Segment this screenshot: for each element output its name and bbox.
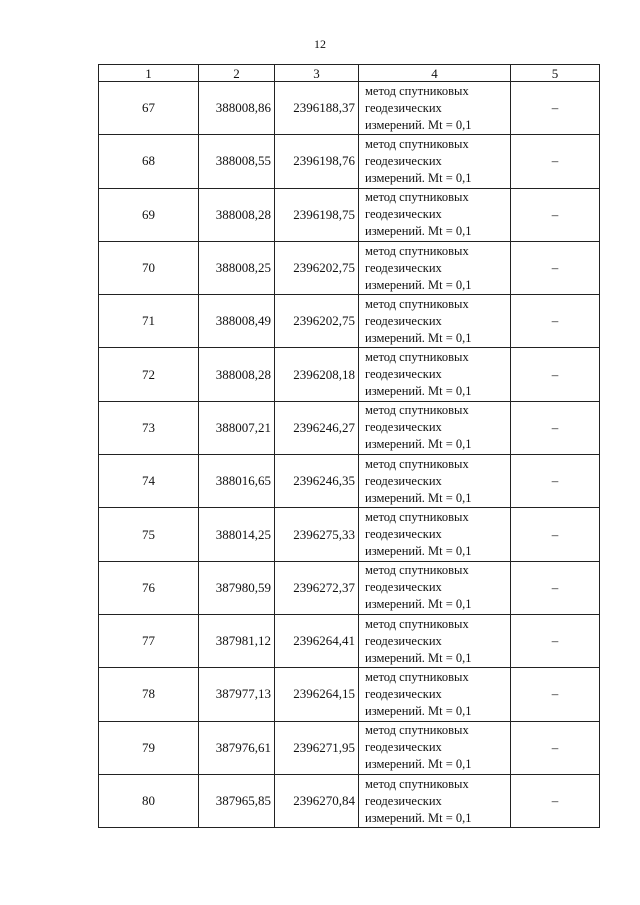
method-line-3: измерений. Mt = 0,1	[365, 170, 472, 185]
point-number-cell: 73	[99, 401, 199, 454]
header-col-2: 2	[199, 65, 275, 82]
header-col-4: 4	[359, 65, 511, 82]
x-coordinate-cell: 388016,65	[199, 455, 275, 508]
method-cell	[359, 188, 511, 241]
note-cell: –	[511, 295, 600, 348]
point-number-cell: 70	[99, 241, 199, 294]
x-coordinate-cell: 388007,21	[199, 401, 275, 454]
method-cell	[359, 508, 511, 561]
method-cell	[359, 721, 511, 774]
method-line-2: геодезических	[365, 580, 442, 595]
y-coordinate-cell: 2396202,75	[275, 295, 359, 348]
table-row	[99, 508, 600, 561]
method-line-1: метод спутниковых	[365, 616, 469, 631]
method-line-1: метод спутниковых	[365, 403, 469, 418]
x-coordinate-cell: 388008,86	[199, 82, 275, 135]
table-row	[99, 188, 600, 241]
method-cell	[359, 668, 511, 721]
method-line-2: геодезических	[365, 633, 442, 648]
x-coordinate-cell: 388008,49	[199, 295, 275, 348]
method-line-2: геодезических	[365, 153, 442, 168]
note-cell: –	[511, 668, 600, 721]
y-coordinate-cell: 2396264,41	[275, 614, 359, 667]
y-coordinate-cell: 2396275,33	[275, 508, 359, 561]
table-row	[99, 668, 600, 721]
y-coordinate-cell: 2396246,27	[275, 401, 359, 454]
method-line-1: метод спутниковых	[365, 510, 469, 525]
point-number-cell: 80	[99, 774, 199, 827]
method-line-2: геодезических	[365, 367, 442, 382]
table-body	[99, 82, 600, 828]
table-row	[99, 295, 600, 348]
header-col-5: 5	[511, 65, 600, 82]
x-coordinate-cell: 388008,55	[199, 135, 275, 188]
x-coordinate-cell: 387965,85	[199, 774, 275, 827]
method-line-3: измерений. Mt = 0,1	[365, 703, 472, 718]
method-cell	[359, 241, 511, 294]
method-line-3: измерений. Mt = 0,1	[365, 117, 472, 132]
point-number-cell: 67	[99, 82, 199, 135]
header-col-3: 3	[275, 65, 359, 82]
method-line-1: метод спутниковых	[365, 723, 469, 738]
note-cell: –	[511, 774, 600, 827]
method-line-1: метод спутниковых	[365, 563, 469, 578]
method-cell	[359, 561, 511, 614]
note-cell: –	[511, 401, 600, 454]
note-cell: –	[511, 721, 600, 774]
method-cell	[359, 135, 511, 188]
method-line-2: геодезических	[365, 420, 442, 435]
method-line-2: геодезических	[365, 473, 442, 488]
point-number-cell: 71	[99, 295, 199, 348]
table-row	[99, 614, 600, 667]
method-line-3: измерений. Mt = 0,1	[365, 597, 472, 612]
method-line-2: геодезических	[365, 740, 442, 755]
method-line-1: метод спутниковых	[365, 136, 469, 151]
method-line-2: геодезических	[365, 260, 442, 275]
table-header	[99, 65, 600, 82]
header-row	[99, 65, 600, 82]
method-line-3: измерений. Mt = 0,1	[365, 650, 472, 665]
note-cell: –	[511, 241, 600, 294]
method-line-1: метод спутниковых	[365, 350, 469, 365]
method-line-3: измерений. Mt = 0,1	[365, 757, 472, 772]
y-coordinate-cell: 2396246,35	[275, 455, 359, 508]
y-coordinate-cell: 2396271,95	[275, 721, 359, 774]
x-coordinate-cell: 388014,25	[199, 508, 275, 561]
header-col-1: 1	[99, 65, 199, 82]
method-line-1: метод спутниковых	[365, 296, 469, 311]
x-coordinate-cell: 388008,25	[199, 241, 275, 294]
method-cell	[359, 295, 511, 348]
method-line-1: метод спутниковых	[365, 190, 469, 205]
note-cell: –	[511, 455, 600, 508]
table-row	[99, 721, 600, 774]
method-line-1: метод спутниковых	[365, 669, 469, 684]
method-cell	[359, 82, 511, 135]
method-line-3: измерений. Mt = 0,1	[365, 810, 472, 825]
note-cell: –	[511, 348, 600, 401]
method-line-2: геодезических	[365, 793, 442, 808]
y-coordinate-cell: 2396188,37	[275, 82, 359, 135]
table-row	[99, 561, 600, 614]
method-line-2: геодезических	[365, 207, 442, 222]
x-coordinate-cell: 387980,59	[199, 561, 275, 614]
point-number-cell: 74	[99, 455, 199, 508]
method-line-2: геодезических	[365, 686, 442, 701]
x-coordinate-cell: 387976,61	[199, 721, 275, 774]
method-line-1: метод спутниковых	[365, 776, 469, 791]
method-line-2: геодезических	[365, 527, 442, 542]
table-row	[99, 241, 600, 294]
method-line-3: измерений. Mt = 0,1	[365, 384, 472, 399]
point-number-cell: 69	[99, 188, 199, 241]
coordinates-table	[98, 64, 600, 828]
method-line-1: метод спутниковых	[365, 83, 469, 98]
point-number-cell: 78	[99, 668, 199, 721]
point-number-cell: 68	[99, 135, 199, 188]
note-cell: –	[511, 561, 600, 614]
table-row	[99, 135, 600, 188]
x-coordinate-cell: 387981,12	[199, 614, 275, 667]
y-coordinate-cell: 2396264,15	[275, 668, 359, 721]
point-number-cell: 72	[99, 348, 199, 401]
y-coordinate-cell: 2396272,37	[275, 561, 359, 614]
y-coordinate-cell: 2396198,75	[275, 188, 359, 241]
method-line-3: измерений. Mt = 0,1	[365, 330, 472, 345]
method-cell	[359, 401, 511, 454]
note-cell: –	[511, 135, 600, 188]
x-coordinate-cell: 388008,28	[199, 188, 275, 241]
table-row	[99, 774, 600, 827]
table-row	[99, 82, 600, 135]
method-line-3: измерений. Mt = 0,1	[365, 224, 472, 239]
method-line-1: метод спутниковых	[365, 456, 469, 471]
point-number-cell: 76	[99, 561, 199, 614]
method-line-2: геодезических	[365, 313, 442, 328]
y-coordinate-cell: 2396202,75	[275, 241, 359, 294]
method-line-1: метод спутниковых	[365, 243, 469, 258]
method-line-2: геодезических	[365, 100, 442, 115]
y-coordinate-cell: 2396270,84	[275, 774, 359, 827]
x-coordinate-cell: 387977,13	[199, 668, 275, 721]
point-number-cell: 75	[99, 508, 199, 561]
table-row	[99, 348, 600, 401]
note-cell: –	[511, 508, 600, 561]
method-line-3: измерений. Mt = 0,1	[365, 490, 472, 505]
method-line-3: измерений. Mt = 0,1	[365, 544, 472, 559]
method-cell	[359, 348, 511, 401]
x-coordinate-cell: 388008,28	[199, 348, 275, 401]
table-row	[99, 401, 600, 454]
table-row	[99, 455, 600, 508]
y-coordinate-cell: 2396198,76	[275, 135, 359, 188]
method-cell	[359, 774, 511, 827]
point-number-cell: 77	[99, 614, 199, 667]
method-cell	[359, 455, 511, 508]
note-cell: –	[511, 614, 600, 667]
page-number: 12	[314, 37, 326, 51]
method-line-3: измерений. Mt = 0,1	[365, 277, 472, 292]
y-coordinate-cell: 2396208,18	[275, 348, 359, 401]
method-line-3: измерений. Mt = 0,1	[365, 437, 472, 452]
point-number-cell: 79	[99, 721, 199, 774]
note-cell: –	[511, 188, 600, 241]
method-cell	[359, 614, 511, 667]
note-cell: –	[511, 82, 600, 135]
